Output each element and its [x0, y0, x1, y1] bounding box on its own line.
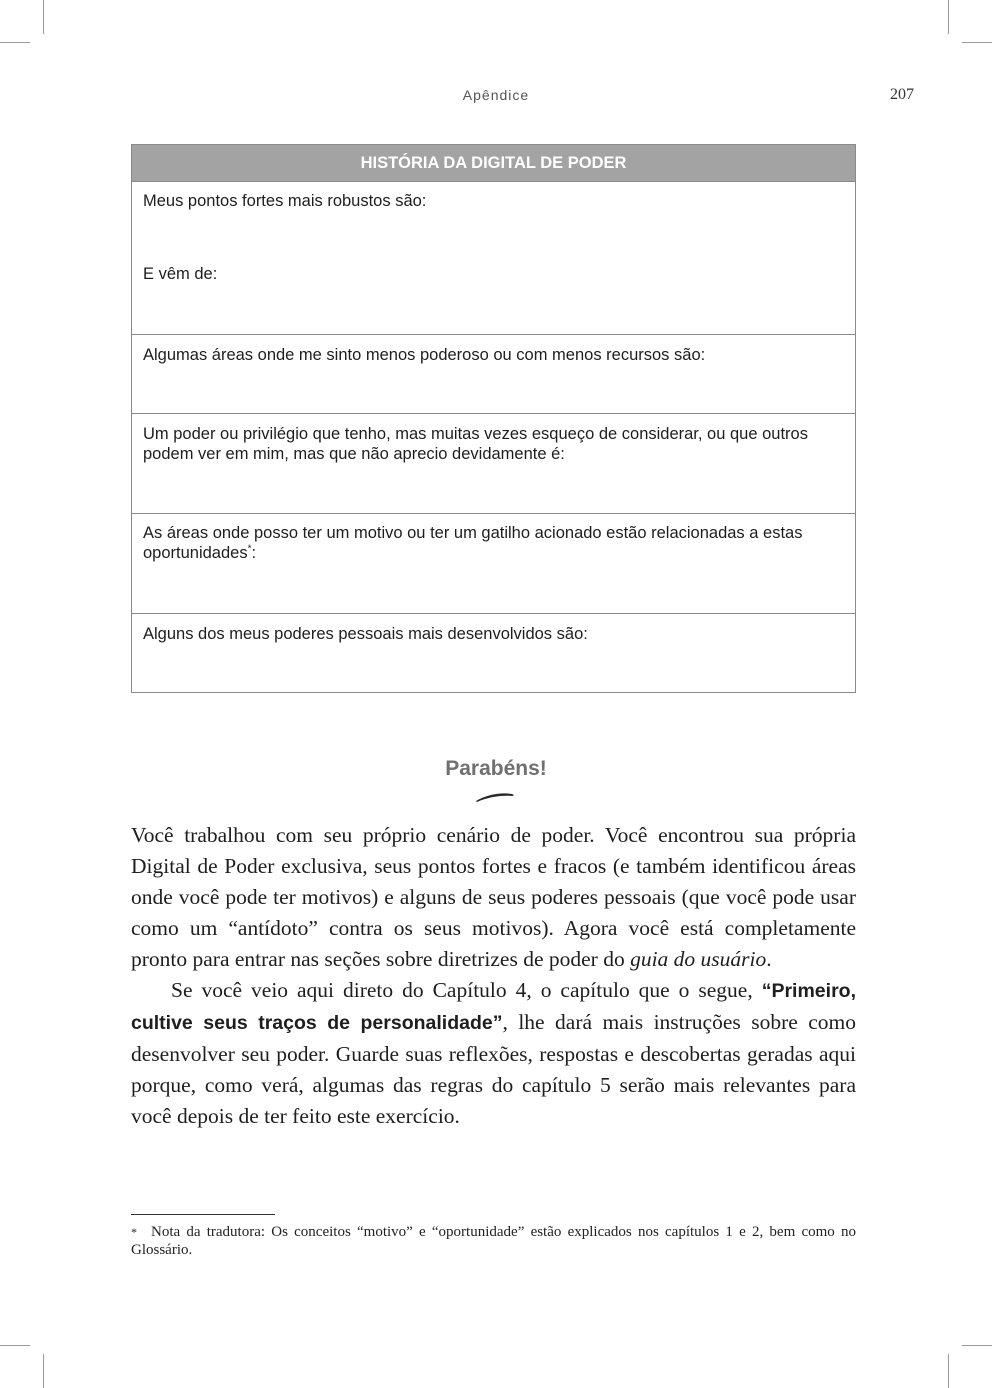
footnote-rule — [131, 1214, 275, 1215]
worksheet-title: HISTÓRIA DA DIGITAL DE PODER — [132, 145, 855, 182]
worksheet-prompt: Algumas áreas onde me sinto menos poderoso ou com menos recursos são: — [143, 346, 706, 364]
body-text — [131, 820, 856, 1132]
crop-mark — [43, 0, 44, 34]
footnote-marker: * — [247, 543, 252, 555]
body-paragraph-end: . — [766, 947, 772, 971]
worksheet-row-personal-powers — [132, 614, 855, 692]
crop-mark — [0, 1345, 30, 1346]
worksheet-sub-prompt: E vêm de: — [143, 265, 218, 283]
footnote-text: Nota da tradutora: Os conceitos “motivo” e “oportunidade” estão explicados nos capítulos 1 e 2, bem como no Glossário. — [131, 1224, 856, 1258]
footnote — [131, 1223, 856, 1259]
worksheet-table — [131, 144, 856, 693]
crop-mark — [962, 1345, 992, 1346]
worksheet-row-strengths — [132, 182, 855, 335]
italic-term: guia do usuário — [630, 947, 767, 971]
running-head: Apêndice — [462, 87, 530, 103]
body-paragraph — [131, 975, 856, 1132]
crop-mark — [0, 42, 30, 43]
worksheet-row-weaknesses — [132, 335, 855, 414]
body-paragraph-text: Se você veio aqui direto do Capítulo 4, o capítulo que o segue, — [171, 978, 762, 1002]
crop-mark — [43, 1354, 44, 1388]
section-title: Parabéns! — [445, 757, 547, 780]
worksheet-prompt-text: As áreas onde posso ter um motivo ou ter um gatilho acionado estão relacionadas a estas oportunidades — [143, 524, 803, 562]
worksheet-prompt-suffix: : — [251, 544, 257, 562]
body-paragraph — [131, 820, 856, 975]
footnote-marker: * — [131, 1225, 137, 1239]
crop-mark — [962, 42, 992, 43]
page-number: 207 — [890, 86, 914, 103]
crop-mark — [948, 1354, 949, 1388]
chapter-title-reference: “Primeiro, cultive seus traços de personalidade” — [131, 980, 856, 1034]
worksheet-prompt — [143, 523, 844, 563]
swash-ornament-icon — [474, 790, 516, 804]
worksheet-prompt: Meus pontos fortes mais robustos são: — [143, 192, 427, 210]
worksheet-row-triggers — [132, 514, 855, 614]
body-paragraph-text: Você trabalhou com seu próprio cenário de poder. Você encontrou sua própria Digital de Poder exclusiva, seus pontos fortes e fracos (e também identificou áreas onde você pode ter motivos) e alguns de seus poderes pessoais (que você pode usar como um “antídoto” contra os seus motivos). Agora você está completamente pronto para entrar nas seções sobre diretrizes de poder do — [131, 823, 856, 971]
worksheet-row-privilege — [132, 414, 855, 514]
worksheet-prompt: Alguns dos meus poderes pessoais mais desenvolvidos são: — [143, 625, 588, 643]
crop-mark — [948, 0, 949, 34]
body-paragraph-end: , lhe dará mais instruções sobre como desenvolver seu poder. Guarde suas reflexões, respostas e descobertas geradas aqui porque, como verá, algumas das regras do capítulo 5 serão mais relevantes para você depois de ter feito este exercício. — [131, 1010, 856, 1128]
worksheet-prompt: Um poder ou privilégio que tenho, mas muitas vezes esqueço de considerar, ou que outros podem ver em mim, mas que não aprecio devidamente é: — [143, 425, 808, 463]
